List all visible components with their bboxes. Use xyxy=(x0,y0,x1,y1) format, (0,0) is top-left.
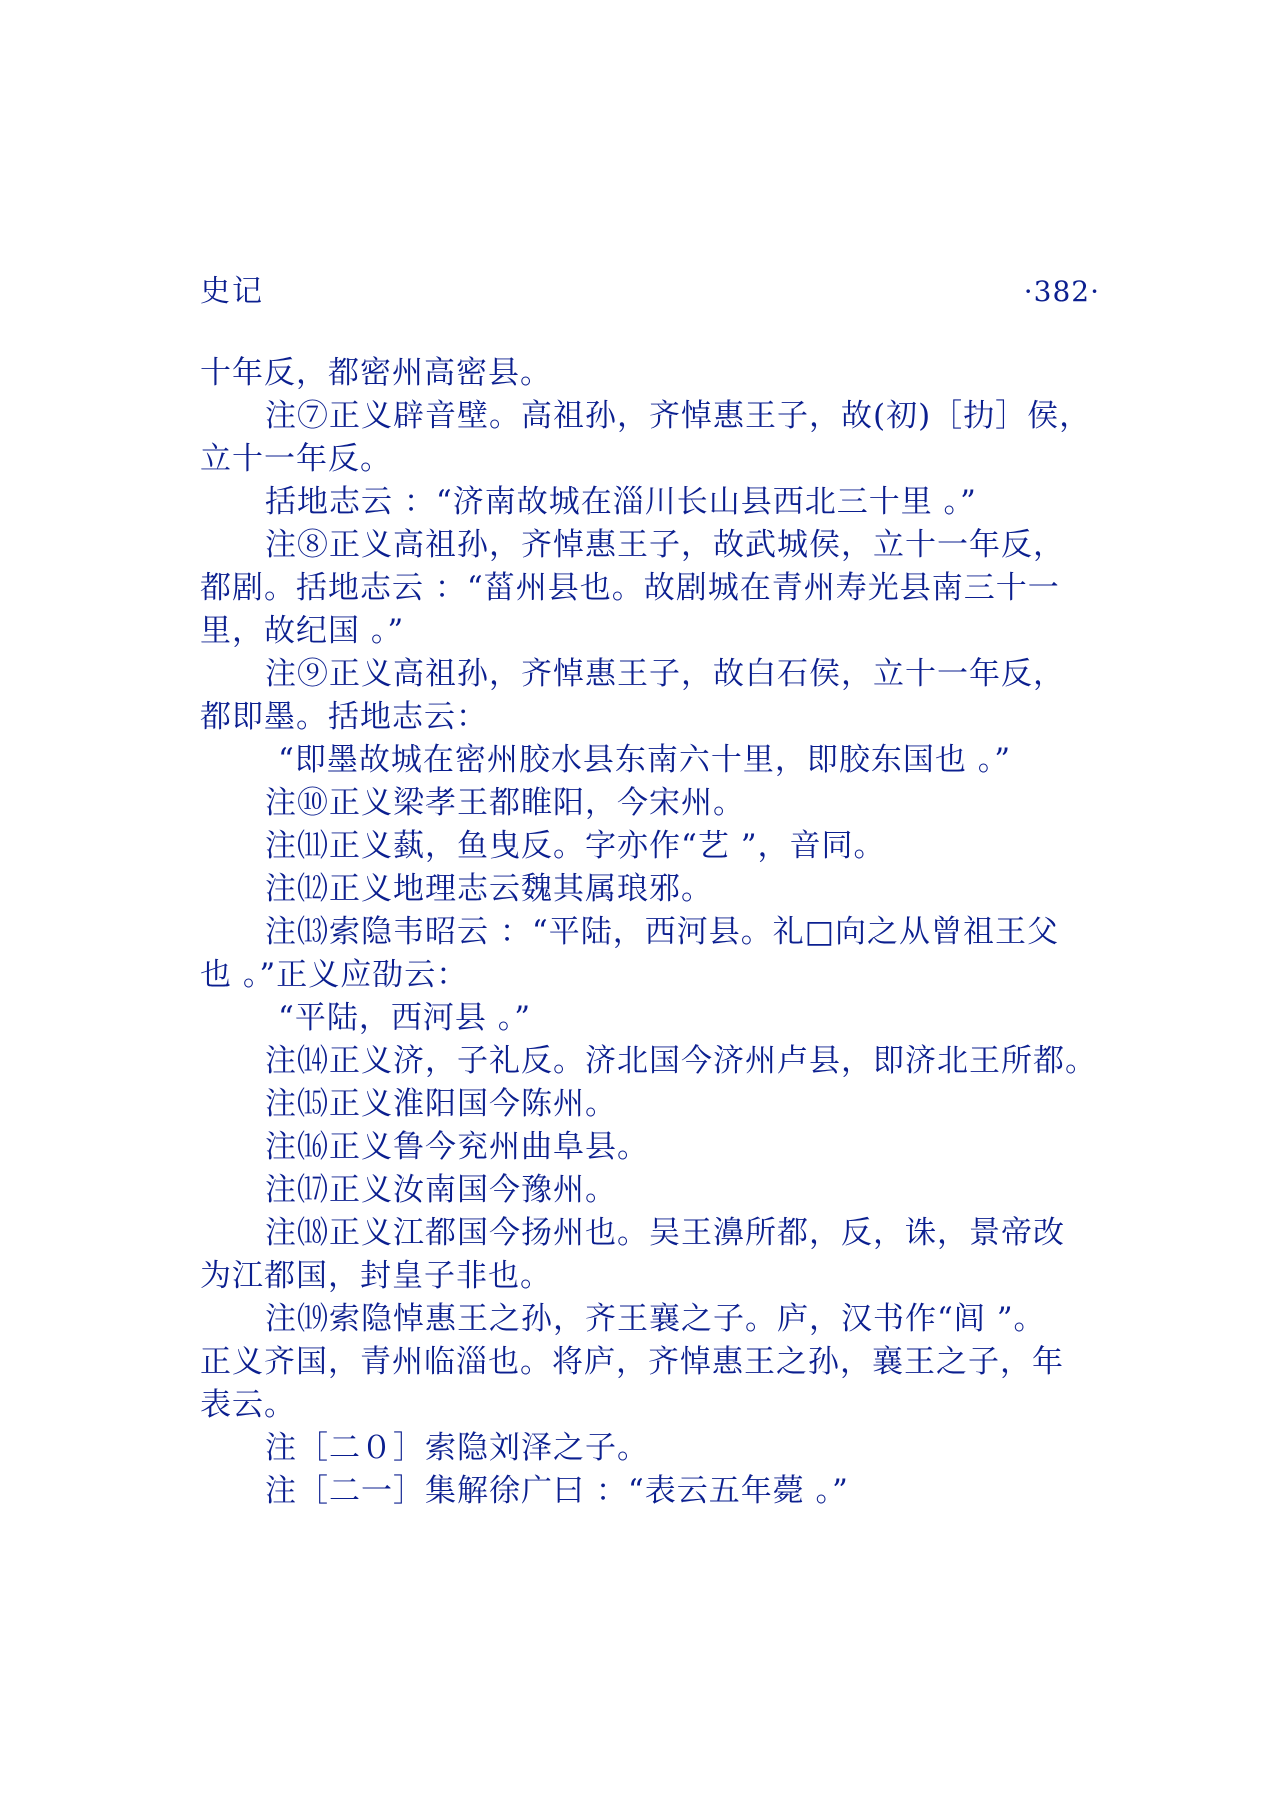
book-title: 史记 xyxy=(200,274,264,309)
text-line: 注⑩正义梁孝王都睢阳，今宋州。 xyxy=(265,785,745,821)
text-line: 注⑾正义蓺，鱼曳反。字亦作“艺 ”，音同。 xyxy=(265,828,886,864)
text-line: 注⒂正义淮阳国今陈州。 xyxy=(265,1086,617,1122)
text-line: 注⒄正义汝南国今豫州。 xyxy=(265,1172,617,1208)
text-line: 十年反，都密州高密县。 xyxy=(200,355,552,391)
text-line: 正义齐国，青州临淄也。将庐，齐悼惠王之孙，襄王之子，年 xyxy=(200,1344,1064,1380)
text-line: 注⑦正义辟音壁。高祖孙，齐悼惠王子，故(初)［扐］侯， xyxy=(265,398,1092,434)
document-page xyxy=(200,0,1100,1795)
page-header xyxy=(200,270,1100,314)
text-line: “即墨故城在密州胶水县东南六十里，即胶东国也 。” xyxy=(278,742,1012,778)
text-line: 注⒀索隐韦昭云 ：“平陆，西河县。礼□向之从曾祖王父 xyxy=(265,914,1059,950)
text-line: 注［二一］集解徐广曰 ：“表云五年薨 。” xyxy=(265,1473,849,1509)
text-line: 都即墨。括地志云： xyxy=(200,699,488,735)
text-line: 里，故纪国 。” xyxy=(200,613,405,649)
text-line: 立十一年反。 xyxy=(200,441,392,477)
text-line: 注⑨正义高祖孙，齐悼惠王子，故白石侯，立十一年反， xyxy=(265,656,1065,692)
text-line: 也 。”正义应劭云： xyxy=(200,957,469,993)
text-line: 注⒅正义江都国今扬州也。吴王濞所都，反，诛，景帝改 xyxy=(265,1215,1065,1251)
text-line: 表云。 xyxy=(200,1387,296,1423)
text-line: 括地志云 ：“济南故城在淄川长山县西北三十里 。” xyxy=(265,484,977,520)
text-line: 注⒁正义济，子礼反。济北国今济州卢县，即济北王所都。 xyxy=(265,1043,1097,1079)
text-line: 注［二０］索隐刘泽之子。 xyxy=(265,1430,649,1466)
text-line: 为江都国，封皇子非也。 xyxy=(200,1258,552,1294)
text-line: 注⒃正义鲁今兖州曲阜县。 xyxy=(265,1129,649,1165)
annotation-text-body xyxy=(200,352,1100,1513)
text-line: 注⑿正义地理志云魏其属琅邪。 xyxy=(265,871,713,907)
text-line: 注⑧正义高祖孙，齐悼惠王子，故武城侯，立十一年反， xyxy=(265,527,1065,563)
text-line: “平陆，西河县 。” xyxy=(278,1000,532,1036)
text-line: 注⒆索隐悼惠王之孙，齐王襄之子。庐，汉书作“闾 ”。 xyxy=(265,1301,1046,1337)
text-line: 都剧。括地志云 ：“菑州县也。故剧城在青州寿光县南三十一 xyxy=(200,570,1060,606)
page-number: ·382· xyxy=(1023,275,1100,308)
